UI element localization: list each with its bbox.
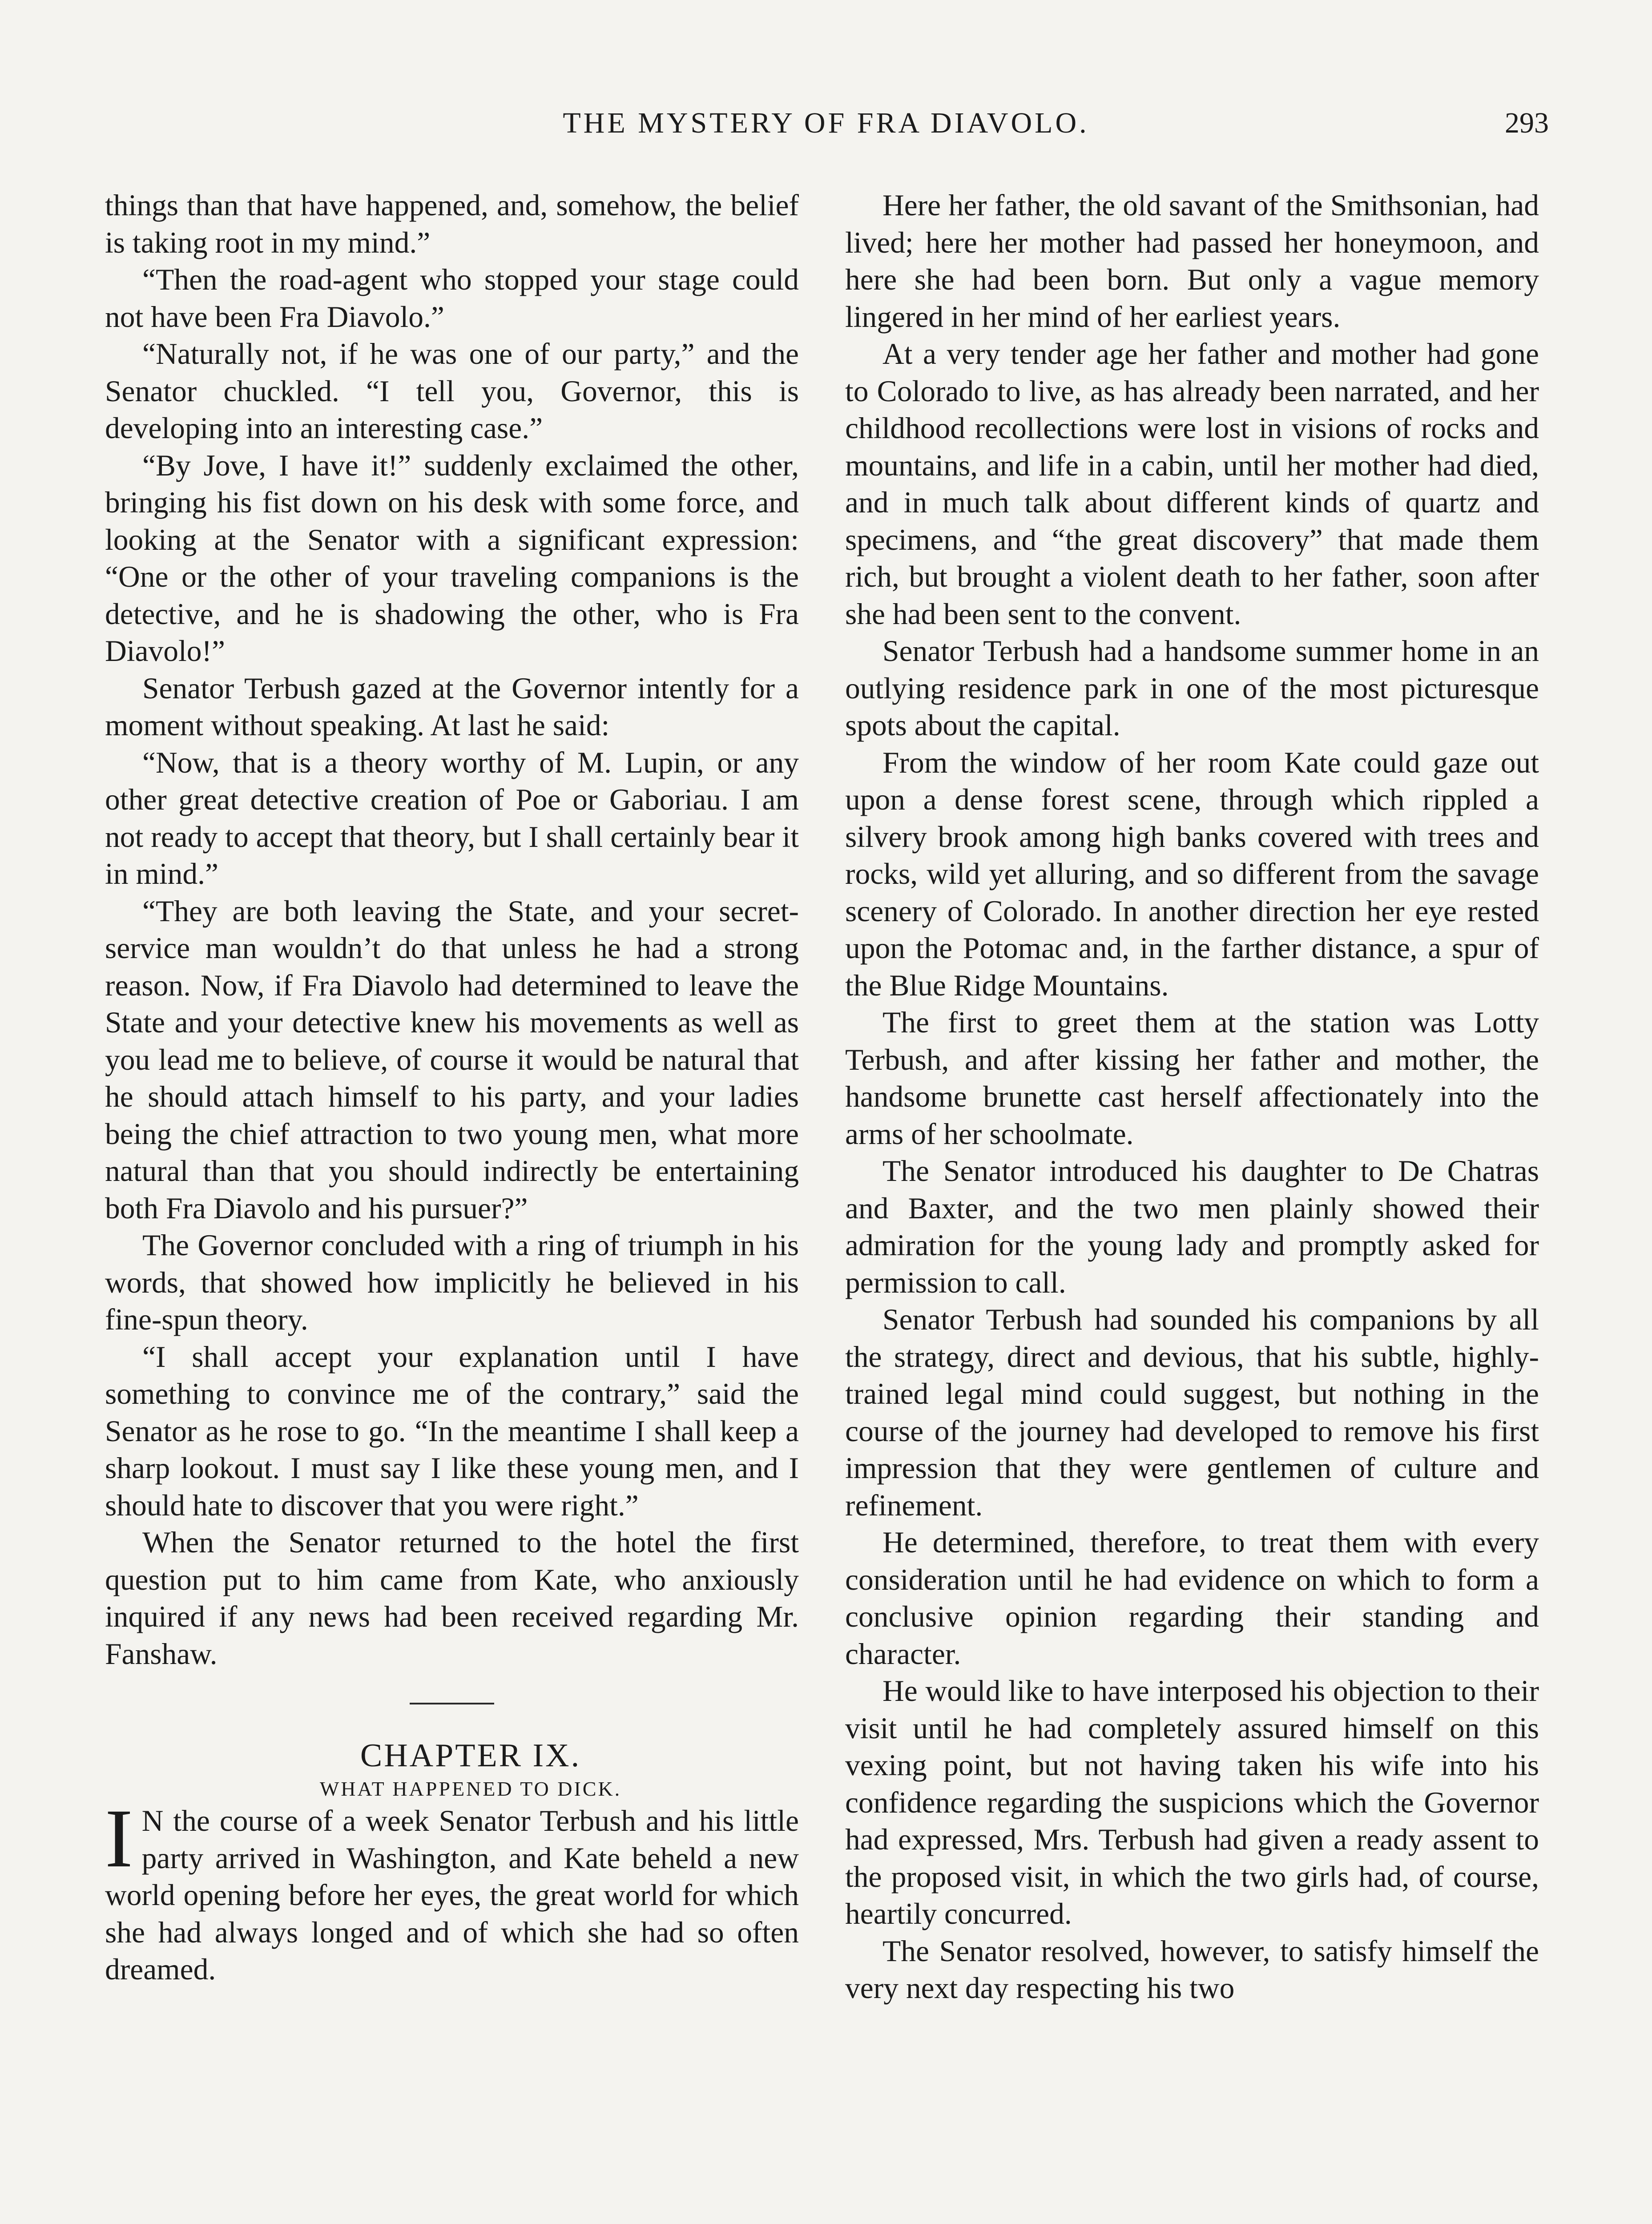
paragraph: When the Senator returned to the hotel the first question put to him came from Kate, who anxiously inquired if any news had been received regarding Mr. Fanshaw. <box>105 1526 799 1671</box>
paragraph: “Then the road-agent who stopped your stage could not have been Fra Diavolo.” <box>105 263 799 334</box>
paragraph: He determined, therefore, to treat them with every consideration until he had evidence on which to form a conclusive opinion regarding their standing and character. <box>845 1526 1539 1671</box>
paragraph: The first to greet them at the station was Lotty Terbush, and after kissing her father and mother, the handsome brunette cast herself affectionately into the arms of her schoolmate. <box>845 1006 1539 1151</box>
paragraph: Senator Terbush had sounded his companions by all the strategy, direct and devious, that his subtle, highly-trained legal mind could suggest, but nothing in the course of the journey had developed to remove his first impression that they were gentlemen of culture and refinement. <box>845 1303 1539 1522</box>
paragraph: “Naturally not, if he was one of our party,” and the Senator chuckled. “I tell you, Governor, this is developing into an interesting case.” <box>105 337 799 445</box>
paragraph: The Senator introduced his daughter to De Chatras and Baxter, and the two men plainly showed their admiration for the young lady and promptly asked for permission to call. <box>845 1154 1539 1299</box>
running-head <box>103 103 1549 143</box>
right-column <box>845 187 1539 2007</box>
chapter-separator-rule <box>410 1703 494 1704</box>
paragraph: Here her father, the old savant of the Smithsonian, had lived; here her mother had passed her honeymoon, and here she had been born. But only a vague memory lingered in her mind of her earliest years. <box>845 189 1539 334</box>
paragraph: Senator Terbush gazed at the Governor intently for a moment without speaking. At last he said: <box>105 671 799 742</box>
paragraph: The Governor concluded with a ring of triumph in his words, that showed how implicitly he believed in his fine-spun theory. <box>105 1229 799 1336</box>
opening-text: N the course of a week Senator Terbush and his little party arrived in Washington, and Kate beheld a new world opening before her eyes, the great world for which she had always longed and of which she had so often dreamed. <box>105 1804 799 1986</box>
paragraph: things than that have happened, and, somehow, the belief is taking root in my mind.” <box>105 189 799 259</box>
paragraph: The Senator resolved, however, to satisfy himself the very next day respecting his two <box>845 1934 1539 2005</box>
chapter-opening-paragraph <box>105 1792 799 1988</box>
paragraph: “They are both leaving the State, and your secret-service man wouldn’t do that unless he had a strong reason. Now, if Fra Diavolo had determined to leave the State and your detective knew his movements as well as you lead me to believe, of course it would be natural that he should attach himself to his party, and your ladies being the chief attraction to two young men, what more natural than that you should indirectly be entertaining both Fra Diavolo and his pursuer?” <box>105 894 799 1225</box>
paragraph: From the window of her room Kate could gaze out upon a dense forest scene, through which rippled a silvery brook among high banks covered with trees and rocks, wild yet alluring, and so different from the savage scenery of Colorado. In another direction her eye rested upon the Potomac and, in the farther distance, a spur of the Blue Ridge Mountains. <box>845 745 1539 1002</box>
chapter-heading: CHAPTER IX. <box>360 1737 581 1774</box>
paragraph: “By Jove, I have it!” suddenly exclaimed the other, bringing his fist down on his desk with some force, and looking at the Senator with a significant expression: “One or the other of your traveling companions is the detective, and he is shadowing the other, who is Fra Diavolo!” <box>105 448 799 668</box>
paragraph: At a very tender age her father and mother had gone to Colorado to live, as has already been narrated, and her childhood recollections were lost in visions of rocks and mountains, and life in a cabin, until her mother had died, and in much talk about different kinds of quartz and specimens, and “the great discovery” that made them rich, but brought a violent death to her father, soon after she had been sent to the convent. <box>845 337 1539 631</box>
left-column <box>105 187 799 1988</box>
paragraph: He would like to have interposed his objection to their visit until he had completely assured himself on this vexing point, but not having taken his wife into his confidence regarding the suspicions which the Governor had expressed, Mrs. Terbush had given a ready assent to the proposed visit, in which the two girls had, of course, heartily concurred. <box>845 1674 1539 1930</box>
running-title: THE MYSTERY OF FRA DIAVOLO. <box>563 107 1089 139</box>
paragraph: “I shall accept your explanation until I have something to convince me of the contrary,” said the Senator as he rose to go. “In the meantime I shall keep a sharp lookout. I must say I like these young men, and I should hate to discover that you were right.” <box>105 1340 799 1522</box>
page-number: 293 <box>1505 107 1549 139</box>
paragraph: Senator Terbush had a handsome summer home in an outlying residence park in one of the most picturesque spots about the capital. <box>845 634 1539 742</box>
paragraph: “Now, that is a theory worthy of M. Lupin, or any other great detective creation of Poe or Gaboriau. I am not ready to accept that theory, but I shall certainly bear it in mind.” <box>105 745 799 890</box>
drop-cap: I <box>105 1792 133 1885</box>
chapter-subtitle: WHAT HAPPENED TO DICK. <box>319 1777 622 1800</box>
